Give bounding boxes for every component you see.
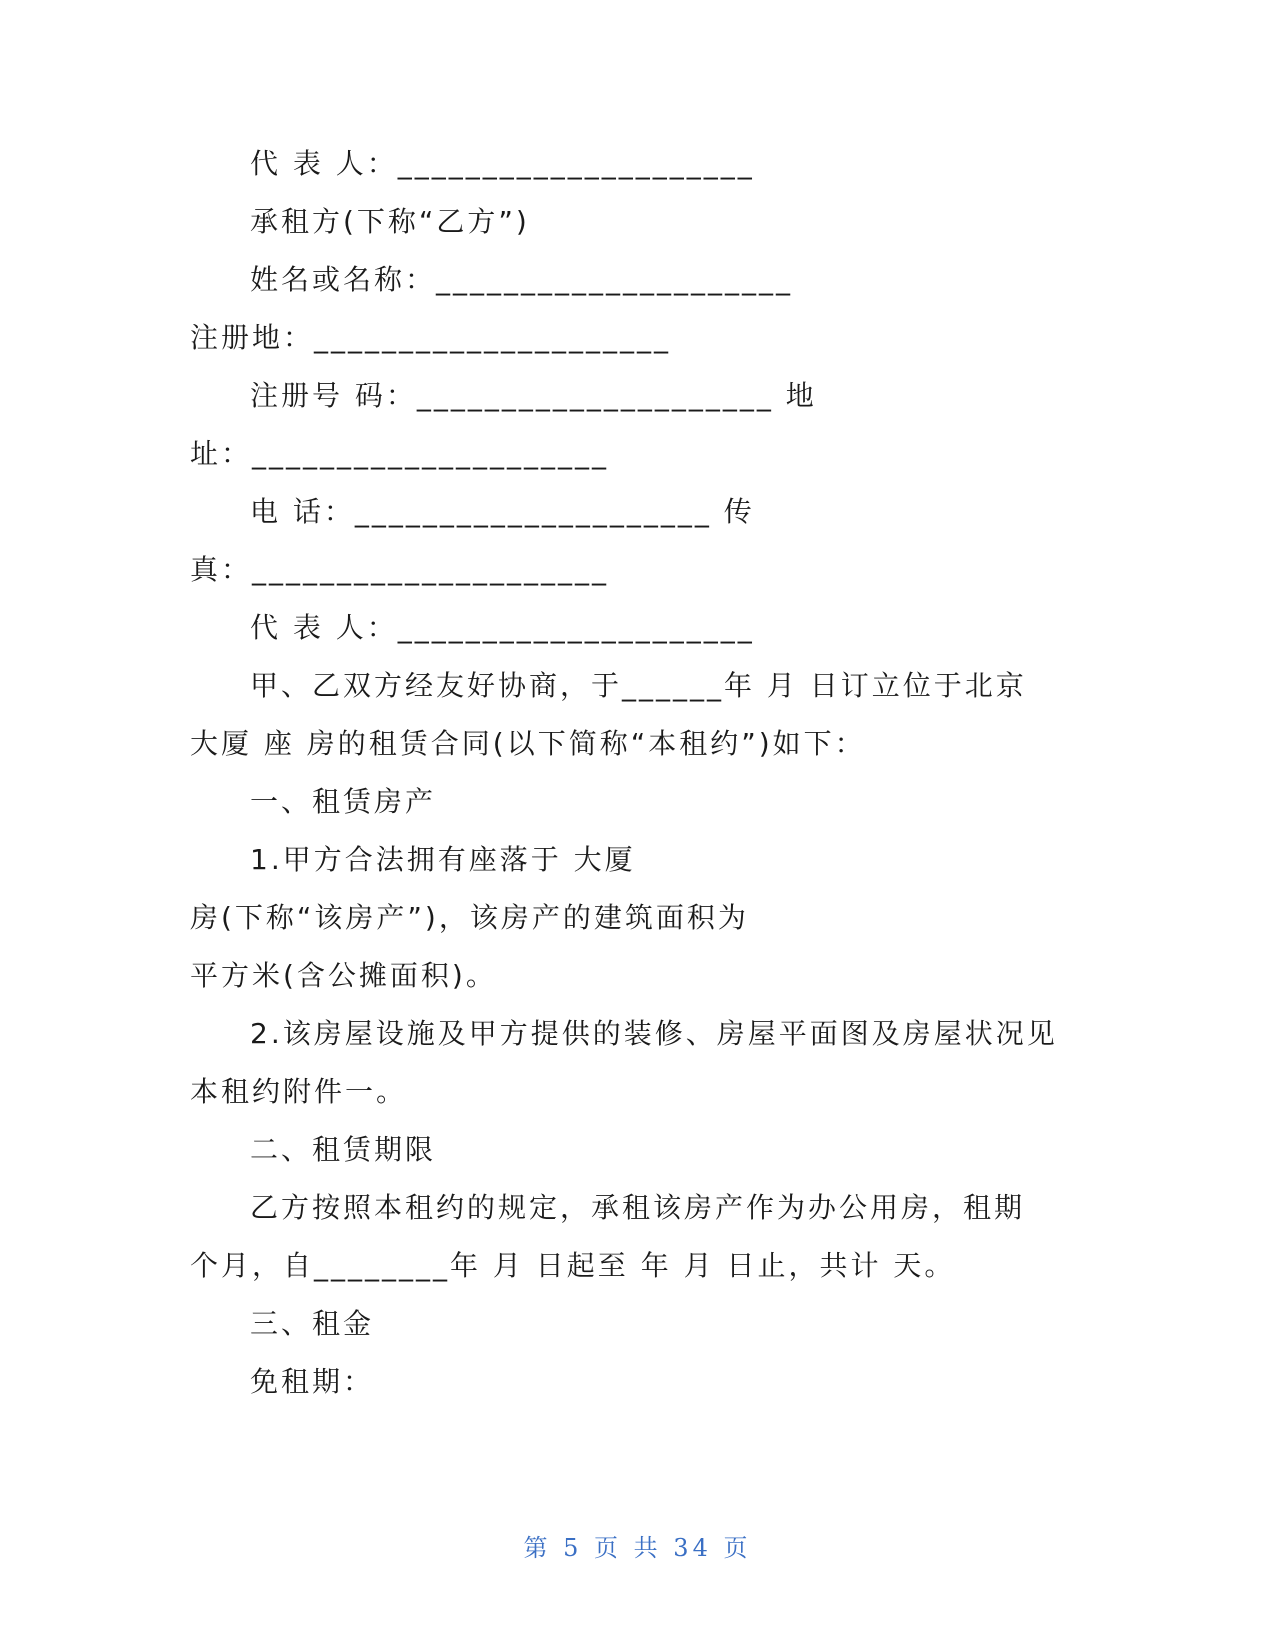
agreement-intro-line: 甲、乙双方经友好协商，于______年 月 日订立位于北京 bbox=[250, 669, 1027, 702]
section-heading-1: 一、租赁房产 bbox=[250, 785, 437, 818]
representative-line-2: 代 表 人：_____________________ bbox=[250, 611, 755, 644]
clause-1-2-line: 2.该房屋设施及甲方提供的装修、房屋平面图及房屋状况见 bbox=[250, 1017, 1058, 1050]
rent-free-period-line: 免租期： bbox=[250, 1365, 375, 1398]
representative-line: 代 表 人：_____________________ bbox=[250, 147, 755, 180]
clause-1-1-line-2: 房(下称“该房产”)，该房产的建筑面积为 bbox=[190, 901, 749, 934]
agreement-intro-line-2: 大厦 座 房的租赁合同(以下简称“本租约”)如下： bbox=[190, 727, 866, 760]
lessee-heading: 承租方(下称“乙方”) bbox=[250, 205, 530, 238]
section-heading-2: 二、租赁期限 bbox=[250, 1133, 437, 1166]
term-clause-line: 乙方按照本租约的规定，承租该房产作为办公用房，租期 bbox=[250, 1191, 1026, 1224]
page-number-footer: 第 5 页 共 34 页 bbox=[523, 1534, 752, 1562]
fax-line: 真：_____________________ bbox=[190, 553, 610, 586]
clause-1-1-line-3: 平方米(含公摊面积)。 bbox=[190, 959, 497, 992]
registration-number-line: 注册号 码：_____________________ 地 bbox=[250, 379, 817, 412]
phone-line: 电 话：_____________________ 传 bbox=[250, 495, 755, 528]
address-line: 址：_____________________ bbox=[190, 437, 610, 470]
clause-1-2-line-2: 本租约附件一。 bbox=[190, 1075, 408, 1108]
term-clause-line-2: 个月，自________年 月 日起至 年 月 日止，共计 天。 bbox=[190, 1249, 956, 1282]
section-heading-3: 三、租金 bbox=[250, 1307, 375, 1340]
lessee-name-line: 姓名或名称：_____________________ bbox=[250, 263, 794, 296]
registered-place-line: 注册地：_____________________ bbox=[190, 321, 672, 354]
clause-1-1-line: 1.甲方合法拥有座落于 大厦 bbox=[250, 843, 636, 876]
